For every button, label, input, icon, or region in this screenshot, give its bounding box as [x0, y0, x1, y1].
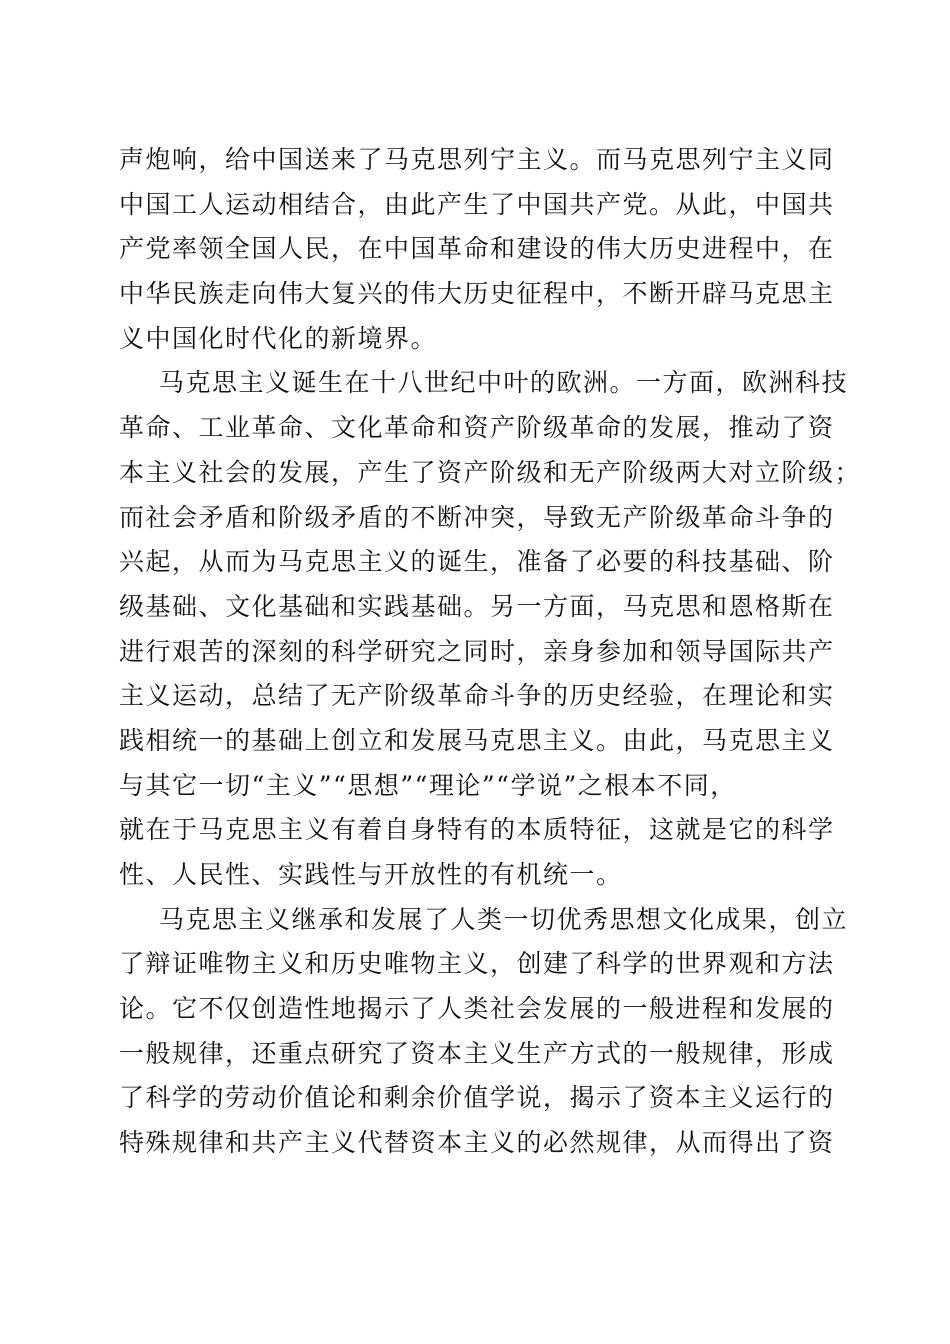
text-line: 了科学的劳动价值论和剩余价值学说，揭示了资本主义运行的 — [119, 1083, 835, 1113]
text-line: 与其它一切“主义”“思想”“理论”“学说”之根本不同， — [119, 770, 737, 800]
paragraph-3 — [119, 898, 849, 1166]
text-line: 性、人民性、实践性与开放性的有机统一。 — [119, 860, 623, 889]
text-line: 产党率领全国人民，在中国革命和建设的伟大历史进程中，在 — [119, 234, 835, 264]
document-body — [119, 138, 862, 1166]
paragraph-2 — [119, 361, 862, 897]
text-line: 革命、工业革命、文化革命和资产阶级革命的发展，推动了资 — [119, 413, 835, 443]
text-line: 兴起，从而为马克思主义的诞生，准备了必要的科技基础、阶 — [119, 547, 835, 577]
text-line: 了辩证唯物主义和历史唯物主义，创建了科学的世界观和方法 — [119, 949, 835, 979]
text-line: 进行艰苦的深刻的科学研究之同时，亲身参加和领导国际共产 — [119, 636, 835, 666]
text-line: 主义运动，总结了无产阶级革命斗争的历史经验，在理论和实 — [119, 681, 835, 711]
text-line: 义中国化时代化的新境界。 — [119, 323, 438, 353]
text-line: 马克思主义继承和发展了人类一切优秀思想文化成果，创立 — [159, 904, 849, 934]
text-line: 级基础、文化基础和实践基础。另一方面，马克思和恩格斯在 — [119, 591, 835, 621]
text-line: 本主义社会的发展，产生了资产阶级和无产阶级两大对立阶级； — [119, 457, 862, 487]
text-line: 践相统一的基础上创立和发展马克思主义。由此，马克思主义 — [119, 725, 835, 755]
text-line: 论。它不仅创造性地揭示了人类社会发展的一般进程和发展的 — [119, 994, 835, 1024]
paragraph-1 — [119, 138, 839, 361]
text-line: 就在于马克思主义有着自身特有的本质特征，这就是它的科学 — [119, 815, 835, 845]
text-line: 中华民族走向伟大复兴的伟大历史征程中，不断开辟马克思主 — [119, 279, 835, 309]
text-line: 一般规律，还重点研究了资本主义生产方式的一般规律，形成 — [119, 1038, 835, 1068]
text-line: 特殊规律和共产主义代替资本主义的必然规律，从而得出了资 — [119, 1128, 835, 1158]
text-line: 马克思主义诞生在十八世纪中叶的欧洲。一方面，欧洲科技 — [159, 368, 849, 398]
text-line: 声炮响，给中国送来了马克思列宁主义。而马克思列宁主义同 — [119, 145, 835, 174]
text-line: 中国工人运动相结合，由此产生了中国共产党。从此，中国共 — [119, 189, 835, 219]
text-line: 而社会矛盾和阶级矛盾的不断冲突，导致无产阶级革命斗争的 — [119, 502, 835, 532]
